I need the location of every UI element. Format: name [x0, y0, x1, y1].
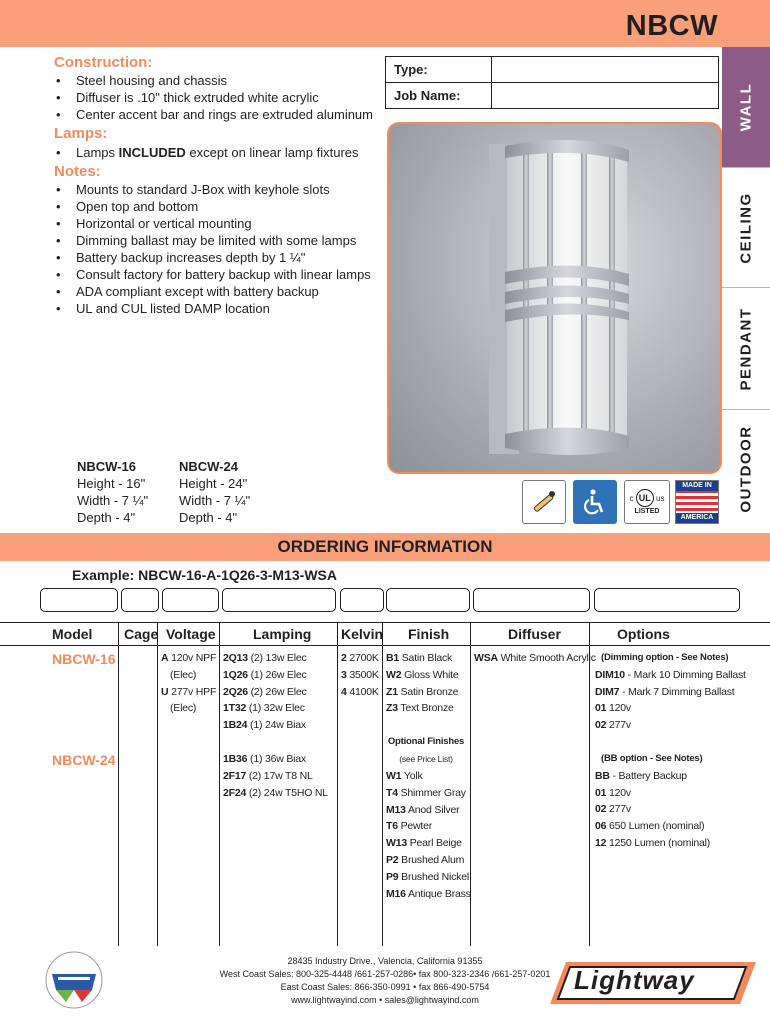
- table-row: [223, 667, 307, 684]
- dims-depth: Depth - 4": [77, 510, 136, 525]
- bb-heading: (BB option - See Notes): [601, 753, 703, 764]
- code: A: [161, 652, 169, 664]
- tab-ceiling[interactable]: [722, 167, 770, 288]
- lamps-bold: INCLUDED: [118, 145, 186, 160]
- dims-model: NBCW-24: [179, 459, 238, 474]
- desc: 3500K: [346, 668, 379, 681]
- desc: Pearl Beige: [407, 837, 462, 850]
- code: 2F24: [223, 786, 247, 799]
- header-diffuser: Diffuser: [508, 626, 561, 642]
- column-divider: [589, 622, 590, 946]
- table-row: [386, 869, 471, 886]
- dims-width: Width - 7 ¼": [179, 493, 251, 508]
- list-item: • Consult factory for battery backup with linear lamps: [54, 266, 371, 283]
- type-label: Type:: [386, 57, 492, 83]
- header-options: Options: [617, 626, 670, 642]
- desc: (2) 24w T5HO NL: [246, 786, 328, 799]
- made-in-america-icon: [675, 480, 719, 524]
- desc: (1) 24w Biax: [247, 719, 306, 732]
- code: 2Q26: [223, 685, 248, 698]
- table-row: [386, 684, 458, 701]
- ul-listed-icon: [624, 480, 670, 524]
- code: 2Q13: [223, 652, 248, 664]
- desc: 120v NPF: [168, 652, 217, 664]
- finish-options: [386, 650, 458, 717]
- table-row: [595, 801, 710, 818]
- code: U: [161, 685, 169, 698]
- desc: Brushed Alum: [398, 853, 465, 866]
- desc: 650 Lumen (nominal): [606, 820, 705, 833]
- code: 01: [595, 702, 607, 715]
- table-row: [223, 751, 328, 768]
- code: BB: [595, 769, 610, 782]
- table-row: [223, 717, 307, 734]
- ada-compliant-icon: [573, 480, 617, 524]
- desc: (Elec): [170, 702, 197, 715]
- table-row: [341, 684, 379, 701]
- table-row: [341, 650, 379, 667]
- tab-outdoor-label: OUTDOOR: [737, 425, 755, 513]
- list-item: [54, 144, 359, 161]
- table-row: [223, 785, 328, 802]
- job-name-field[interactable]: [492, 83, 719, 109]
- lamp-included-icon: [522, 480, 566, 524]
- header-model: Model: [52, 626, 93, 642]
- table-row: [386, 886, 471, 903]
- table-row: [595, 835, 710, 852]
- tab-wall-label: WALL: [737, 82, 755, 132]
- battery-backup-options: [595, 751, 710, 852]
- tab-pendant[interactable]: [722, 287, 770, 410]
- cage-entry-box[interactable]: [121, 588, 159, 612]
- code: P2: [386, 853, 399, 866]
- desc: Brushed Nickel: [398, 870, 469, 883]
- code: 02: [595, 719, 607, 732]
- desc: - Mark 10 Dimming Ballast: [624, 668, 746, 681]
- ul-mark-icon: UL: [636, 489, 654, 507]
- voltage-options: [161, 650, 216, 717]
- logo-text: Lightway: [574, 965, 695, 995]
- table-row: [595, 667, 746, 684]
- code: M13: [386, 803, 406, 816]
- table-row: [595, 700, 746, 717]
- desc: (1) 32w Elec: [246, 702, 305, 715]
- lamps-text: Lamps: [76, 145, 119, 160]
- table-row: [161, 700, 216, 717]
- code: 4: [341, 685, 347, 698]
- diffuser-entry-box[interactable]: [473, 588, 590, 612]
- code: 1B36: [223, 753, 248, 765]
- dims-depth: Depth - 4": [179, 510, 238, 525]
- table-row: [386, 667, 458, 684]
- job-name-label: Job Name:: [386, 83, 492, 109]
- code: T4: [386, 786, 398, 799]
- code: 01: [595, 786, 607, 799]
- desc: (2) 26w Elec: [247, 685, 307, 698]
- dims-height: Height - 24": [179, 476, 248, 491]
- header-kelvin: Kelvin: [341, 626, 384, 642]
- desc: - Mark 7 Dimming Ballast: [619, 685, 735, 698]
- tab-outdoor[interactable]: [722, 409, 770, 528]
- list-item: • Battery backup increases depth by 1 ¼": [54, 249, 371, 266]
- lightway-logo: [536, 958, 758, 1006]
- desc: 4100K: [346, 685, 379, 698]
- desc: Shimmer Gray: [397, 786, 466, 799]
- column-divider: [118, 622, 119, 946]
- list-item: • Center accent bar and rings are extruded aluminum: [54, 106, 373, 123]
- list-item: • Steel housing and chassis: [54, 72, 373, 89]
- notes-heading: Notes:: [54, 163, 101, 180]
- table-row: [595, 717, 746, 734]
- header-rule: [0, 645, 770, 646]
- model-nbcw-24: NBCW-24: [52, 752, 116, 768]
- table-row: [341, 667, 379, 684]
- dims-height: Height - 16": [77, 476, 146, 491]
- america-text: AMERICA: [676, 513, 718, 523]
- code: 12: [595, 836, 607, 849]
- table-row: [386, 852, 471, 869]
- list-item: • Mounts to standard J-Box with keyhole slots: [54, 181, 371, 198]
- tab-ceiling-label: CEILING: [737, 192, 755, 264]
- dimming-options: [595, 650, 746, 734]
- desc: Gloss White: [401, 668, 459, 681]
- desc: - Battery Backup: [609, 769, 687, 782]
- dims-width: Width - 7 ¼": [77, 493, 149, 508]
- voltage-entry-box[interactable]: [162, 588, 219, 612]
- table-row: [386, 802, 471, 819]
- code: 2F17: [223, 769, 247, 782]
- see-price-list: (see Price List): [399, 753, 453, 764]
- code: DIM7: [595, 685, 620, 698]
- desc: 120v: [606, 786, 631, 799]
- product-photo: [387, 122, 722, 474]
- desc: Yolk: [401, 770, 423, 782]
- code: 1B24: [223, 719, 248, 732]
- table-row: [474, 650, 596, 667]
- column-divider: [337, 622, 338, 946]
- lamping-options-24: [223, 751, 328, 801]
- code: W2: [386, 668, 402, 681]
- header-finish: Finish: [408, 626, 450, 642]
- table-row: [223, 700, 307, 717]
- optional-finish-options: [386, 768, 471, 902]
- table-row: [595, 785, 710, 802]
- code: M16: [386, 887, 406, 900]
- code: 2: [341, 652, 347, 664]
- made-in-usa-seal-icon: [44, 950, 104, 1010]
- code: WSA: [474, 652, 498, 664]
- desc: Pewter: [397, 820, 433, 833]
- header-cage: Cage: [124, 626, 159, 642]
- header-lamping: Lamping: [253, 626, 312, 642]
- desc: (2) 13w Elec: [247, 652, 307, 664]
- dims-nbcw-16: [77, 458, 148, 526]
- code: P9: [386, 870, 399, 883]
- lamps-list: [54, 144, 359, 161]
- code: B1: [386, 652, 400, 664]
- table-row: [386, 835, 471, 852]
- table-row: [386, 650, 458, 667]
- fixture-illustration: [389, 124, 720, 472]
- desc: (1) 26w Elec: [247, 668, 307, 681]
- code: Z3: [386, 702, 398, 715]
- optional-finishes-title: Optional Finishes: [387, 736, 465, 747]
- code: T6: [386, 820, 398, 833]
- desc: 2700K: [346, 652, 379, 664]
- lamping-entry-box[interactable]: [222, 588, 336, 612]
- lamps-heading: Lamps:: [54, 125, 108, 142]
- construction-heading: Construction:: [54, 54, 153, 71]
- code: 02: [595, 803, 607, 816]
- table-row: [161, 684, 216, 701]
- footer-west-sales: West Coast Sales: 800-325-4448 /661-257-0286• fax 800-323-2346 /661-257-0201: [219, 969, 551, 979]
- table-row: [223, 684, 307, 701]
- list-item: • Horizontal or vertical mounting: [54, 215, 371, 232]
- lamps-text: except on linear lamp fixtures: [185, 145, 359, 160]
- code: DIM10: [595, 668, 625, 681]
- column-divider: [382, 622, 383, 946]
- code: 06: [595, 820, 607, 833]
- kelvin-options: [341, 650, 379, 700]
- model-nbcw-16: NBCW-16: [52, 651, 116, 667]
- code: 1Q26: [223, 668, 248, 681]
- desc: Satin Black: [399, 652, 453, 664]
- code: Z1: [386, 685, 398, 698]
- dimming-heading: (Dimming option - See Notes): [601, 652, 729, 663]
- dims-model: NBCW-16: [77, 459, 136, 474]
- desc: 120v: [606, 702, 631, 715]
- code: 1T32: [223, 702, 247, 715]
- desc: 1250 Lumen (nominal): [606, 836, 711, 849]
- table-row: [223, 768, 328, 785]
- optional-finishes-heading: [386, 734, 466, 768]
- desc: 277v HPF: [168, 685, 217, 698]
- desc: 277v: [606, 719, 631, 732]
- table-row: [595, 768, 710, 785]
- table-row: [386, 768, 471, 785]
- list-item: • UL and CUL listed DAMP location: [54, 300, 371, 317]
- table-row: [595, 818, 710, 835]
- lamping-options-16: [223, 650, 307, 734]
- code: 3: [341, 668, 347, 681]
- ul-c: c: [629, 493, 634, 503]
- table-row: [161, 667, 216, 684]
- ordering-title: ORDERING INFORMATION: [277, 537, 493, 556]
- type-field[interactable]: [492, 57, 719, 83]
- tab-wall[interactable]: [722, 47, 770, 167]
- desc: Antique Brass: [405, 887, 471, 900]
- diffuser-options: [474, 650, 596, 667]
- ordering-example: Example: NBCW-16-A-1Q26-3-M13-WSA: [72, 567, 337, 583]
- table-row: [386, 700, 458, 717]
- desc: Text Bronze: [397, 702, 454, 715]
- code: W1: [386, 770, 402, 782]
- model-entry-box[interactable]: [40, 588, 118, 612]
- list-item: • Open top and bottom: [54, 198, 371, 215]
- list-item: • ADA compliant except with battery backup: [54, 283, 371, 300]
- page-title: NBCW: [625, 10, 718, 42]
- tab-pendant-label: PENDANT: [737, 307, 755, 391]
- made-in-text: MADE IN: [676, 481, 718, 491]
- notes-list: [54, 181, 371, 317]
- footer-web[interactable]: www.lightwayind.com • sales@lightwayind.com: [291, 995, 479, 1005]
- desc: White Smooth Acrylic: [497, 652, 596, 664]
- finish-entry-box[interactable]: [386, 588, 470, 612]
- category-tabs: [722, 47, 770, 527]
- column-divider: [219, 622, 220, 946]
- table-row: [161, 650, 216, 667]
- table-row: [386, 785, 471, 802]
- table-row: [595, 684, 746, 701]
- footer-address: 28435 Industry Drive., Valencia, California 91355: [287, 956, 483, 966]
- footer-east-sales: East Coast Sales: 866-350-0991 • fax 866-490-5754: [280, 982, 490, 992]
- dims-nbcw-24: [179, 458, 250, 526]
- construction-list: [54, 72, 373, 123]
- column-divider: [157, 622, 158, 946]
- desc: (Elec): [170, 668, 197, 681]
- list-item: • Diffuser is .10" thick extruded white acrylic: [54, 89, 373, 106]
- desc: Anod Silver: [405, 803, 460, 816]
- code: W13: [386, 837, 407, 850]
- desc: (2) 17w T8 NL: [246, 769, 313, 782]
- ul-listed: LISTED: [634, 507, 660, 515]
- list-item: • Dimming ballast may be limited with some lamps: [54, 232, 371, 249]
- ul-us: us: [656, 493, 665, 503]
- desc: 277v: [606, 803, 631, 816]
- job-info-table: [385, 56, 719, 109]
- table-row: [386, 818, 471, 835]
- options-entry-box[interactable]: [594, 588, 740, 612]
- table-row: [223, 650, 307, 667]
- desc: Satin Bronze: [397, 685, 459, 698]
- header-voltage: Voltage: [166, 626, 216, 642]
- kelvin-entry-box[interactable]: [340, 588, 384, 612]
- desc: (1) 36w Biax: [247, 753, 306, 765]
